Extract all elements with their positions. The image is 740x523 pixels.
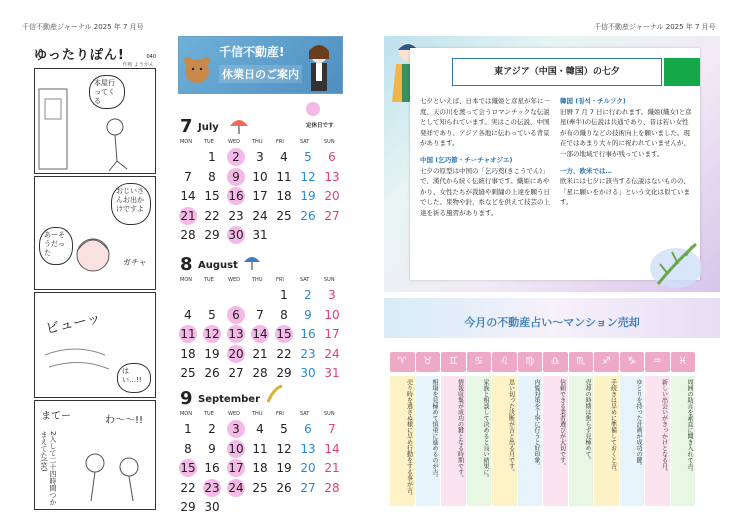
weekday-label: WED (228, 139, 240, 145)
weekday-label: FRI (276, 139, 284, 145)
weekday-label: SAT (300, 411, 310, 417)
korea-text: 旧暦 7 月 7 日に行われます。織姫(織女)と彦星(牽牛)の伝説は共通であり、昔は若い女性が布の織りなどの技術向上を願いました。現在ではあまり大々的に祝われていませんが、一部の地域で行事が残っています。 (560, 107, 692, 158)
comic-title: ゆったりぽん! (34, 48, 125, 63)
calendar-day: 25 (180, 366, 196, 380)
calendar-day: 4 (280, 150, 288, 164)
weekday-label: MON (180, 277, 192, 283)
fortune-text: 内覧対策を丁寧に行うと好印象。 (518, 376, 543, 506)
month-name: September (198, 394, 260, 405)
fortune-title: 今月の不動産占い～マンション売却 (464, 316, 640, 329)
header-right: 千信不動産ジャーナル 2025 年 7 月号 (594, 23, 716, 31)
calendar-day: 16 (204, 461, 220, 475)
weekday-label: TUE (204, 139, 214, 145)
fortune-text: 売り時を逃さぬ様に早め行動をする事が吉。 (390, 376, 415, 506)
grain-icon (264, 384, 284, 404)
calendar-day: 31 (252, 228, 268, 242)
calendar-day: 13 (324, 169, 340, 184)
zodiac-sign-icon: ♐ (594, 352, 619, 372)
fortune-text: 売却の時期は焦らず見極めて。 (569, 376, 594, 506)
calendar-day: 12 (276, 441, 292, 456)
calendar-day: 9 (304, 307, 312, 322)
weekday-label: SAT (300, 139, 310, 145)
zodiac-sign-icon: ♊ (441, 352, 466, 372)
weekday-label: MON (180, 139, 192, 145)
article-left-column (420, 96, 554, 225)
calendar-day: 29 (204, 228, 220, 242)
weekday-header (178, 411, 346, 417)
speech-bubble: おじいさんお出かけですよ (111, 183, 151, 225)
chase-illustration (35, 401, 156, 510)
calendar-day: 31 (324, 366, 340, 380)
sound-effect: ビューッ (44, 310, 103, 338)
calendar-day: 20 (228, 346, 244, 361)
calendar-day: 25 (252, 480, 268, 495)
calendar-day: 10 (324, 307, 340, 322)
calendar-day: 24 (228, 480, 244, 495)
calendar-day: 16 (300, 327, 316, 341)
calendar-day: 19 (300, 189, 316, 203)
month-july (178, 116, 346, 246)
zodiac-sign-icon: ♍ (518, 352, 543, 372)
holiday-legend-label: 定休日です (306, 123, 334, 129)
fortune-text: 信頼できる業者選びが大切です。 (543, 376, 568, 506)
weekday-header (178, 139, 346, 145)
calendar-day: 12 (300, 169, 316, 184)
calendar-day: 20 (324, 189, 340, 203)
weekday-label: THU (252, 139, 263, 145)
day-grid (178, 148, 346, 246)
zodiac-sign-icon: ♉ (416, 352, 441, 372)
calendar-day: 11 (276, 169, 292, 184)
weekday-label: TUE (204, 411, 214, 417)
calendar-day: 24 (252, 208, 268, 223)
calendar-day: 10 (252, 169, 268, 184)
china-text: 七夕の原型は中国の「乞巧奠(きこうでん)」で、漢代から続く伝統行事です。織姫にあやかり、女性たちが裁縫や刺繍の上達を願う日でした。果物や針、糸などを供えて技芸の上達を祈る風習があります。 (420, 166, 550, 217)
calendar-day: 27 (300, 480, 316, 495)
weekday-label: WED (228, 411, 240, 417)
zodiac-sign-icon: ♑ (620, 352, 645, 372)
calendar-day: 9 (227, 168, 245, 186)
calendar-day: 12 (204, 327, 220, 341)
weekday-label: FRI (276, 411, 284, 417)
caption-text: 2人して二十四時間つかまえてた(笑) (40, 431, 57, 506)
calendar-day: 21 (180, 208, 196, 223)
calendar-day: 13 (228, 327, 244, 341)
calendar-banner (178, 36, 343, 94)
month-september (178, 388, 346, 518)
calendar-day: 5 (304, 150, 312, 164)
calendar-day: 22 (204, 208, 220, 223)
calendar-day: 17 (228, 461, 244, 475)
calendar-day: 6 (304, 422, 312, 436)
calendar-day: 22 (276, 346, 292, 361)
calendar-empty-cell (179, 286, 197, 304)
speech-bubble: はい…!! (117, 363, 151, 393)
calendar-day: 11 (252, 441, 268, 456)
article-intro: 七夕といえば、日本では織姫と彦星が年に一度、天の川を渡って会うロマンチックな伝説として知られています。実はこの伝説、中国発祥であり、アジア各地に伝わっている背景があります。 (420, 97, 550, 148)
title-accent (664, 58, 700, 86)
calendar-day: 7 (184, 169, 192, 184)
calendar-day: 11 (180, 327, 196, 341)
month-number: 8 (180, 254, 193, 275)
calendar-day: 25 (276, 208, 292, 223)
calendar-day: 3 (328, 288, 336, 302)
bamboo-decoration-icon (646, 234, 706, 294)
calendar-day: 1 (208, 150, 216, 164)
calendar-day: 26 (300, 208, 316, 223)
comic-panel-2 (34, 176, 156, 290)
fortune-columns (390, 376, 695, 506)
calendar-day: 9 (208, 441, 216, 456)
article-right-column (560, 96, 694, 214)
article-title: 東アジア（中国・韓国）の七夕 (452, 58, 662, 86)
calendar-day: 15 (276, 327, 292, 341)
calendar-day: 14 (252, 327, 268, 341)
calendar-day: 29 (276, 366, 292, 380)
summary-text: 欧米には七夕に該当する伝説はないものの、「星に願いをかける」という文化は似ています。 (560, 177, 690, 207)
calendar-day: 23 (228, 208, 244, 223)
calendar-day: 30 (204, 500, 220, 514)
fortune-text: 家族と相談して決めると良い結果に。 (467, 376, 492, 506)
calendar-empty-cell (203, 286, 221, 304)
calendar-day: 8 (280, 307, 288, 322)
calendar-day: 3 (256, 150, 264, 164)
china-heading: 中国 (乞巧節・チーチャオジエ) (420, 155, 513, 164)
calendar-day: 7 (328, 422, 336, 436)
calendar-day: 16 (228, 189, 244, 203)
umbrella-icon (242, 252, 262, 272)
header-left: 千信不動産ジャーナル 2025 年 7 月号 (22, 23, 144, 31)
calendar-day: 18 (276, 189, 292, 203)
calendar-day: 23 (204, 480, 220, 495)
weekday-label: THU (252, 411, 263, 417)
calendar-day: 18 (252, 461, 268, 475)
calendar-day: 18 (180, 346, 196, 361)
zodiac-sign-icon: ♋ (467, 352, 492, 372)
comic-panel-3 (34, 292, 156, 398)
calendar-day: 2 (227, 148, 245, 166)
shout-text: まてー (41, 411, 71, 422)
fortune-text: 手続きは早めに準備しておくと吉。 (594, 376, 619, 506)
weekday-label: MON (180, 411, 192, 417)
month-name: July (198, 122, 219, 133)
calendar-day: 30 (300, 366, 316, 380)
calendar-day: 26 (276, 480, 292, 495)
calendar-day: 22 (180, 480, 196, 495)
fortune-text: 新しい出会いがきっかけとなる月。 (645, 376, 670, 506)
calendar-day: 28 (324, 480, 340, 495)
zodiac-sign-row (390, 352, 695, 372)
comic-panel-4 (34, 400, 156, 510)
calendar-day: 17 (324, 327, 340, 341)
door-illustration (35, 69, 156, 174)
banner-title: 千信不動産! (219, 45, 285, 59)
summary-heading: 一方、欧米では… (560, 166, 612, 175)
character-illustration (35, 177, 156, 290)
weekday-header (178, 277, 346, 283)
weekday-label: THU (252, 277, 263, 283)
calendar-day: 15 (180, 461, 196, 475)
zodiac-sign-icon: ♈ (390, 352, 415, 372)
calendar-day: 20 (300, 461, 316, 475)
calendar-day: 14 (180, 189, 196, 203)
calendar-day: 30 (228, 228, 244, 242)
shout-text: わ～～!! (105, 415, 144, 426)
calendar-day: 2 (304, 288, 312, 302)
fortune-text: 周囲の助言を素直に聞き入れて吉。 (671, 376, 696, 506)
calendar-day: 21 (324, 461, 340, 475)
weekday-label: TUE (204, 277, 214, 283)
calendar-day: 10 (228, 441, 244, 456)
month-name: August (198, 260, 238, 271)
calendar-day: 27 (228, 366, 244, 380)
sound-effect: ガチャ (123, 258, 147, 267)
calendar-day: 27 (324, 208, 340, 223)
weekday-label: SUN (324, 277, 335, 283)
weekday-label: WED (228, 277, 240, 283)
calendar-day: 1 (280, 288, 288, 302)
calendar-day: 19 (276, 461, 292, 475)
day-grid (178, 286, 346, 384)
calendar-day: 4 (256, 422, 264, 436)
weekday-label: SUN (324, 411, 335, 417)
speech-bubble: 本屋行ってくる (89, 75, 125, 109)
zodiac-sign-icon: ♓ (671, 352, 696, 372)
comic-number: 040 (146, 54, 156, 60)
speech-bubble: あーそうだった (39, 227, 73, 265)
calendar-empty-cell (179, 148, 197, 166)
fortune-text: 相場を見極めて慎重に進めるのが吉。 (416, 376, 441, 506)
calendar-empty-cell (227, 286, 245, 304)
fortune-text: 情報収集が成功の鍵となる時期です。 (441, 376, 466, 506)
calendar-day: 8 (208, 169, 216, 184)
calendar-day: 24 (324, 346, 340, 361)
zodiac-sign-icon: ♒ (645, 352, 670, 372)
holiday-legend-marker (306, 102, 320, 116)
korea-heading: 韓国 (칠석・チルソク) (560, 97, 626, 105)
banner-subtitle: 休業日のご案内 (219, 65, 302, 83)
weekday-label: SAT (300, 277, 310, 283)
tanabata-article (384, 36, 720, 292)
day-grid (178, 420, 346, 518)
weekday-label: SUN (324, 139, 335, 145)
calendar-day: 6 (328, 150, 336, 164)
calendar-day: 7 (256, 307, 264, 322)
calendar-day: 5 (208, 307, 216, 322)
calendar-day: 28 (180, 228, 196, 242)
comic-panel-1 (34, 68, 156, 174)
month-august (178, 254, 346, 384)
calendar-day: 2 (208, 422, 216, 436)
month-number: 9 (180, 388, 193, 409)
calendar-day: 26 (204, 366, 220, 380)
calendar-day: 5 (280, 422, 288, 436)
zodiac-sign-icon: ♌ (492, 352, 517, 372)
calendar-day: 21 (252, 346, 268, 361)
parasol-icon (228, 114, 250, 134)
zodiac-sign-icon: ♏ (569, 352, 594, 372)
calendar-day: 3 (227, 420, 245, 438)
calendar-day: 6 (227, 306, 245, 324)
calendar-day: 13 (300, 441, 316, 456)
calendar-day: 8 (184, 441, 192, 456)
calendar-day: 1 (184, 422, 192, 436)
calendar-day: 23 (300, 346, 316, 361)
calendar-day: 17 (252, 189, 268, 203)
comic-author: 作画 ようかん (122, 62, 154, 68)
calendar-day: 19 (204, 346, 220, 361)
calendar-day: 4 (184, 307, 192, 322)
calendar-day: 15 (204, 189, 220, 203)
calendar-empty-cell (251, 286, 269, 304)
calendar-day: 29 (180, 500, 196, 514)
weekday-label: FRI (276, 277, 284, 283)
wind-illustration (35, 293, 156, 398)
month-number: 7 (180, 116, 193, 137)
fortune-text: 思い切った決断が吉と出る月です。 (492, 376, 517, 506)
calendar-day: 28 (252, 366, 268, 380)
fortune-text: ゆとりを持った計画が成功の鍵。 (620, 376, 645, 506)
zodiac-sign-icon: ♎ (543, 352, 568, 372)
calendar-day: 14 (324, 441, 340, 456)
comic-strip (34, 44, 156, 510)
